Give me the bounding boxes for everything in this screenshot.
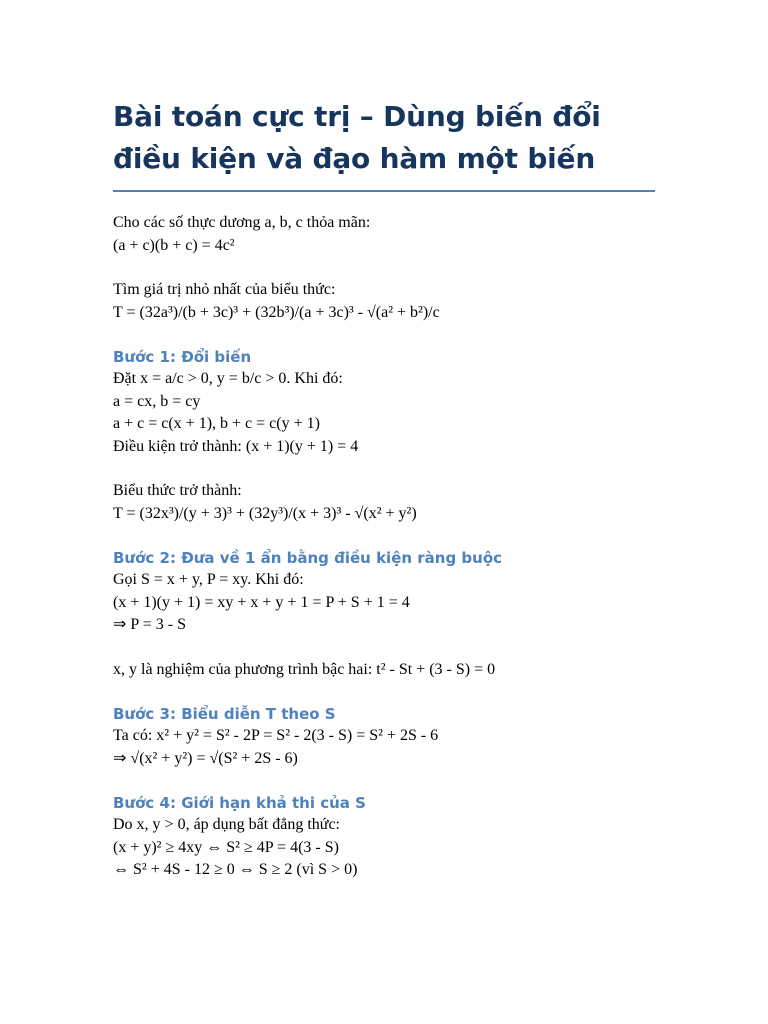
step-line: ⇒ P = 3 - S <box>113 616 186 633</box>
step-1-heading: Bước 1: Đổi biến <box>113 348 252 366</box>
step-4-section <box>113 792 655 882</box>
step-line: Điều kiện trở thành: (x + 1)(y + 1) = 4 <box>113 437 359 455</box>
step-line: ⇒ √(x² + y²) = √(S² + 2S - 6) <box>113 749 298 767</box>
step-line: (x + 1)(y + 1) = xy + x + y + 1 = P + S + 1 = 4 <box>113 593 410 611</box>
step-line: ⇔ S² + 4S - 12 ≥ 0 ⇔ S ≥ 2 (vì S > 0) <box>113 861 358 878</box>
step-line: Đặt x = a/c > 0, y = b/c > 0. Khi đó: <box>113 370 343 387</box>
step-line: Do x, y > 0, áp dụng bất đẳng thức: <box>113 816 340 833</box>
intro-line: (a + c)(b + c) = 4c² <box>113 236 235 254</box>
step-1-section <box>113 346 655 525</box>
step-line: (x + y)² ≥ 4xy ⇔ S² ≥ 4P = 4(3 - S) <box>113 838 339 856</box>
intro-section <box>113 212 655 324</box>
document-title: Bài toán cực trị – Dùng biến đổi điều kiện và đạo hàm một biến <box>113 100 601 175</box>
step-line: a = cx, b = cy <box>113 392 201 410</box>
step-line: Ta có: x² + y² = S² - 2P = S² - 2(3 - S) = S² + 2S - 6 <box>113 727 439 744</box>
intro-line: Tìm giá trị nhỏ nhất của biểu thức: <box>113 281 336 298</box>
step-line: T = (32x³)/(y + 3)³ + (32y³)/(x + 3)³ - √(x² + y²) <box>113 504 417 522</box>
step-3-heading: Bước 3: Biểu diễn T theo S <box>113 705 336 723</box>
intro-line: Cho các số thực dương a, b, c thỏa mãn: <box>113 214 371 231</box>
step-line: a + c = c(x + 1), b + c = c(y + 1) <box>113 415 320 432</box>
step-3-section <box>113 703 655 770</box>
title-divider <box>113 190 655 192</box>
step-2-heading: Bước 2: Đưa về 1 ẩn bằng điều kiện ràng buộc <box>113 549 503 567</box>
step-line: Biểu thức trở thành: <box>113 482 242 499</box>
step-2-section <box>113 547 655 681</box>
intro-line: T = (32a³)/(b + 3c)³ + (32b³)/(a + 3c)³ - √(a² + b²)/c <box>113 303 440 321</box>
step-4-heading: Bước 4: Giới hạn khả thi của S <box>113 794 366 812</box>
step-line: x, y là nghiệm của phương trình bậc hai: t² - St + (3 - S) = 0 <box>113 660 496 678</box>
document-page <box>113 96 655 882</box>
step-line: Gọi S = x + y, P = xy. Khi đó: <box>113 571 304 588</box>
